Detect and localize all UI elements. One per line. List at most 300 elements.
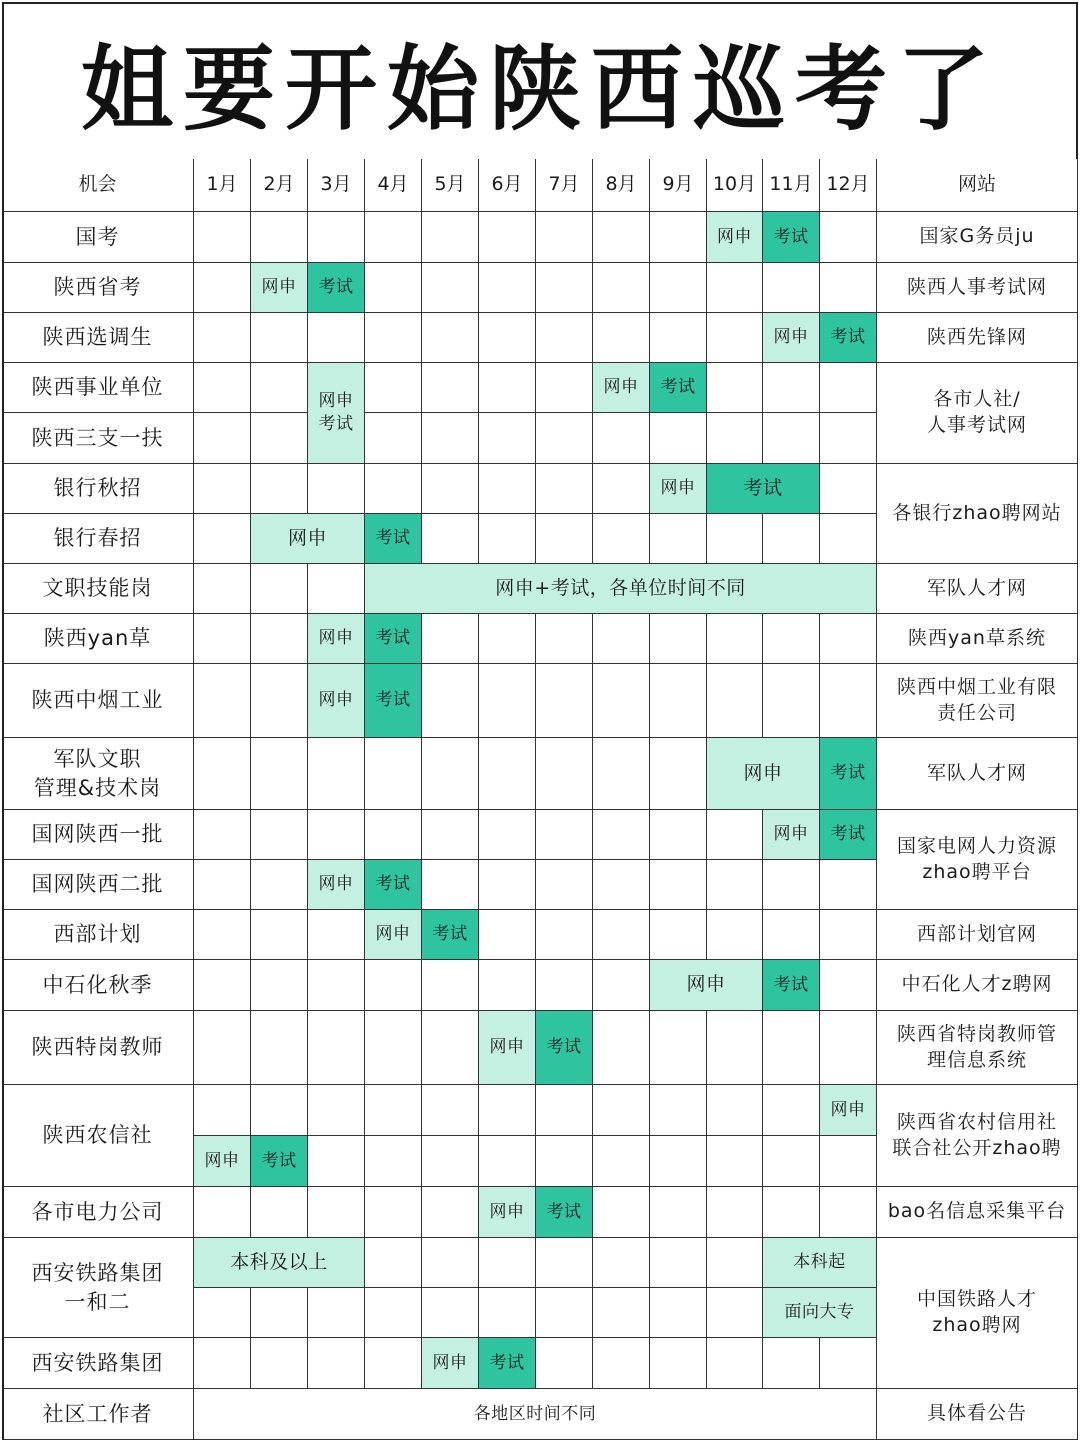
grid-cell xyxy=(194,1288,251,1338)
apply-bar: 本科及以上 xyxy=(194,1238,365,1288)
grid-cell xyxy=(650,514,707,564)
grid-cell xyxy=(650,810,707,860)
grid-cell xyxy=(707,1011,763,1085)
row-name: 陕西事业单位 xyxy=(2,363,194,413)
grid-cell xyxy=(763,910,820,960)
grid-cell xyxy=(479,212,536,263)
grid-cell xyxy=(593,263,650,313)
grid-cell xyxy=(763,1085,820,1136)
grid-cell xyxy=(763,363,820,413)
grid-cell xyxy=(365,1238,422,1288)
grid-cell xyxy=(536,860,593,910)
grid-cell xyxy=(365,413,422,464)
header-month: 10月 xyxy=(707,159,763,212)
apply-bar: 本科起 xyxy=(763,1238,877,1288)
apply-bar: 网申 xyxy=(251,263,308,313)
grid-cell xyxy=(763,1338,820,1389)
grid-cell xyxy=(650,910,707,960)
grid-cell xyxy=(479,313,536,363)
exam-bar: 考试 xyxy=(820,313,877,363)
grid-cell xyxy=(707,664,763,738)
grid-cell xyxy=(707,910,763,960)
grid-cell xyxy=(308,1136,365,1187)
website-cell: 陕西先锋网 xyxy=(877,313,1078,363)
apply-bar: 网申 考试 xyxy=(308,363,365,464)
website-cell: 军队人才网 xyxy=(877,738,1078,810)
grid-cell xyxy=(194,614,251,664)
grid-cell xyxy=(707,1136,763,1187)
grid-cell xyxy=(194,514,251,564)
website-cell: 中石化人才z聘网 xyxy=(877,960,1078,1011)
apply-bar: 各地区时间不同 xyxy=(194,1389,877,1440)
grid-cell xyxy=(593,1011,650,1085)
grid-cell xyxy=(820,664,877,738)
grid-cell xyxy=(763,1136,820,1187)
grid-cell xyxy=(707,413,763,464)
grid-cell xyxy=(536,614,593,664)
grid-cell xyxy=(650,263,707,313)
grid-cell xyxy=(763,413,820,464)
grid-cell xyxy=(820,1011,877,1085)
header-month: 8月 xyxy=(593,159,650,212)
apply-bar: 网申 xyxy=(479,1011,536,1085)
grid-cell xyxy=(536,413,593,464)
grid-cell xyxy=(308,1011,365,1085)
grid-cell xyxy=(536,810,593,860)
grid-cell xyxy=(536,1238,593,1288)
grid-cell xyxy=(479,1085,536,1136)
grid-cell xyxy=(593,1338,650,1389)
apply-bar: 网申 xyxy=(308,664,365,738)
grid-cell xyxy=(707,1238,763,1288)
row-name: 社区工作者 xyxy=(2,1389,194,1440)
grid-cell xyxy=(707,1085,763,1136)
grid-cell xyxy=(251,910,308,960)
row-name: 陕西农信社 xyxy=(2,1085,194,1187)
grid-cell xyxy=(194,810,251,860)
grid-cell xyxy=(593,413,650,464)
grid-cell xyxy=(194,313,251,363)
website-cell: bao名信息采集平台 xyxy=(877,1187,1078,1238)
grid-cell xyxy=(650,413,707,464)
grid-cell xyxy=(536,1136,593,1187)
header-month: 6月 xyxy=(479,159,536,212)
header-opportunity: 机会 xyxy=(2,159,194,212)
grid-cell xyxy=(707,1338,763,1389)
grid-cell xyxy=(479,910,536,960)
grid-cell xyxy=(479,464,536,514)
grid-cell xyxy=(251,564,308,614)
grid-cell xyxy=(422,1288,479,1338)
grid-cell xyxy=(194,1085,251,1136)
exam-bar: 考试 xyxy=(536,1187,593,1238)
grid-cell xyxy=(422,1187,479,1238)
grid-cell xyxy=(820,1136,877,1187)
website-cell: 陕西中烟工业有限 责任公司 xyxy=(877,664,1078,738)
grid-cell xyxy=(479,363,536,413)
grid-cell xyxy=(479,664,536,738)
grid-cell xyxy=(707,514,763,564)
row-name: 陕西中烟工业 xyxy=(2,664,194,738)
grid-cell xyxy=(650,1187,707,1238)
grid-cell xyxy=(194,910,251,960)
exam-bar: 考试 xyxy=(365,514,422,564)
row-name: 银行秋招 xyxy=(2,464,194,514)
grid-cell xyxy=(308,313,365,363)
row-name: 西安铁路集团 xyxy=(2,1338,194,1389)
grid-cell xyxy=(251,1288,308,1338)
apply-bar: 网申 xyxy=(650,960,763,1011)
apply-bar: 网申 xyxy=(422,1338,479,1389)
grid-cell xyxy=(251,738,308,810)
grid-cell xyxy=(820,514,877,564)
grid-cell xyxy=(194,363,251,413)
grid-cell xyxy=(251,614,308,664)
grid-cell xyxy=(593,960,650,1011)
grid-cell xyxy=(251,860,308,910)
grid-cell xyxy=(422,464,479,514)
apply-bar: 面向大专 xyxy=(763,1288,877,1338)
grid-cell xyxy=(650,1011,707,1085)
grid-cell xyxy=(422,664,479,738)
grid-cell xyxy=(479,860,536,910)
grid-cell xyxy=(820,860,877,910)
grid-cell xyxy=(194,1338,251,1389)
grid-cell xyxy=(422,313,479,363)
website-cell: 军队人才网 xyxy=(877,564,1078,614)
grid-cell xyxy=(251,1011,308,1085)
grid-cell xyxy=(536,313,593,363)
website-cell: 陕西yan草系统 xyxy=(877,614,1078,664)
grid-cell xyxy=(194,1187,251,1238)
grid-cell xyxy=(308,738,365,810)
exam-bar: 考试 xyxy=(422,910,479,960)
website-cell: 陕西省农村信用社 联合社公开zhao聘 xyxy=(877,1085,1078,1187)
exam-bar: 考试 xyxy=(365,860,422,910)
grid-cell xyxy=(820,614,877,664)
grid-cell xyxy=(763,614,820,664)
grid-cell xyxy=(251,664,308,738)
header-month: 5月 xyxy=(422,159,479,212)
grid-cell xyxy=(194,860,251,910)
row-name: 陕西选调生 xyxy=(2,313,194,363)
grid-cell xyxy=(422,1136,479,1187)
grid-cell xyxy=(308,464,365,514)
header-website: 网站 xyxy=(877,159,1078,212)
apply-bar: 网申 xyxy=(820,1085,877,1136)
exam-bar: 考试 xyxy=(479,1338,536,1389)
grid-cell xyxy=(422,413,479,464)
grid-cell xyxy=(365,1338,422,1389)
page-title: 姐要开始陕西巡考了 xyxy=(2,2,1078,159)
grid-cell xyxy=(479,1238,536,1288)
grid-cell xyxy=(707,363,763,413)
grid-cell xyxy=(308,1085,365,1136)
grid-cell xyxy=(763,1011,820,1085)
grid-cell xyxy=(308,1288,365,1338)
grid-cell xyxy=(536,960,593,1011)
grid-cell xyxy=(650,1238,707,1288)
grid-cell xyxy=(365,363,422,413)
grid-cell xyxy=(365,1011,422,1085)
apply-bar: 网申 xyxy=(707,212,763,263)
grid-cell xyxy=(707,614,763,664)
grid-cell xyxy=(820,960,877,1011)
row-name: 银行春招 xyxy=(2,514,194,564)
grid-cell xyxy=(763,263,820,313)
grid-cell xyxy=(251,313,308,363)
grid-cell xyxy=(820,363,877,413)
grid-cell xyxy=(365,1136,422,1187)
website-cell: 陕西人事考试网 xyxy=(877,263,1078,313)
grid-cell xyxy=(650,738,707,810)
grid-cell xyxy=(251,413,308,464)
grid-cell xyxy=(763,514,820,564)
grid-cell xyxy=(650,313,707,363)
grid-cell xyxy=(308,212,365,263)
grid-cell xyxy=(820,1187,877,1238)
grid-cell xyxy=(308,960,365,1011)
row-name: 国网陕西二批 xyxy=(2,860,194,910)
grid-cell xyxy=(820,263,877,313)
grid-cell xyxy=(536,1288,593,1338)
grid-cell xyxy=(707,1187,763,1238)
grid-cell xyxy=(194,738,251,810)
grid-cell xyxy=(650,212,707,263)
grid-cell xyxy=(308,1338,365,1389)
grid-cell xyxy=(820,413,877,464)
grid-cell xyxy=(593,212,650,263)
website-cell: 中国铁路人才 zhao聘网 xyxy=(877,1238,1078,1389)
grid-cell xyxy=(536,363,593,413)
row-name: 国考 xyxy=(2,212,194,263)
grid-cell xyxy=(650,664,707,738)
website-cell: 国家电网人力资源 zhao聘平台 xyxy=(877,810,1078,910)
grid-cell xyxy=(763,860,820,910)
exam-bar: 考试 xyxy=(650,363,707,413)
apply-bar: 网申 xyxy=(365,910,422,960)
row-name: 中石化秋季 xyxy=(2,960,194,1011)
row-name: 西部计划 xyxy=(2,910,194,960)
grid-cell xyxy=(650,614,707,664)
grid-cell xyxy=(593,738,650,810)
grid-cell xyxy=(707,1288,763,1338)
website-cell: 西部计划官网 xyxy=(877,910,1078,960)
grid-cell xyxy=(763,664,820,738)
grid-cell xyxy=(479,810,536,860)
grid-cell xyxy=(650,1085,707,1136)
grid-cell xyxy=(820,212,877,263)
grid-cell xyxy=(251,1338,308,1389)
website-cell: 陕西省特岗教师管 理信息系统 xyxy=(877,1011,1078,1085)
grid-cell xyxy=(593,1187,650,1238)
website-cell: 具体看公告 xyxy=(877,1389,1078,1440)
website-cell: 国家G务员ju xyxy=(877,212,1078,263)
exam-bar: 考试 xyxy=(763,212,820,263)
grid-cell xyxy=(479,614,536,664)
row-name: 西安铁路集团 一和二 xyxy=(2,1238,194,1338)
apply-bar: 网申 xyxy=(650,464,707,514)
grid-cell xyxy=(593,1085,650,1136)
grid-cell xyxy=(422,738,479,810)
grid-cell xyxy=(194,212,251,263)
row-name: 陕西特岗教师 xyxy=(2,1011,194,1085)
grid-cell xyxy=(365,464,422,514)
grid-cell xyxy=(479,514,536,564)
grid-cell xyxy=(479,738,536,810)
row-name: 各市电力公司 xyxy=(2,1187,194,1238)
row-name: 军队文职 管理&技术岗 xyxy=(2,738,194,810)
grid-cell xyxy=(422,810,479,860)
grid-cell xyxy=(365,810,422,860)
grid-cell xyxy=(308,1187,365,1238)
row-name: 陕西yan草 xyxy=(2,614,194,664)
grid-cell xyxy=(422,1238,479,1288)
grid-cell xyxy=(365,1288,422,1338)
header-month: 4月 xyxy=(365,159,422,212)
grid-cell xyxy=(251,810,308,860)
row-name: 国网陕西一批 xyxy=(2,810,194,860)
grid-cell xyxy=(536,664,593,738)
row-name: 陕西三支一扶 xyxy=(2,413,194,464)
exam-bar: 考试 xyxy=(820,810,877,860)
header-month: 1月 xyxy=(194,159,251,212)
grid-cell xyxy=(536,263,593,313)
grid-cell xyxy=(422,860,479,910)
grid-cell xyxy=(593,1238,650,1288)
grid-cell xyxy=(251,1085,308,1136)
grid-cell xyxy=(422,514,479,564)
grid-cell xyxy=(593,1288,650,1338)
grid-cell xyxy=(251,464,308,514)
exam-bar: 考试 xyxy=(536,1011,593,1085)
grid-cell xyxy=(536,212,593,263)
grid-cell xyxy=(707,313,763,363)
grid-cell xyxy=(479,413,536,464)
grid-cell xyxy=(479,263,536,313)
header-month: 11月 xyxy=(763,159,820,212)
grid-cell xyxy=(593,464,650,514)
grid-cell xyxy=(707,860,763,910)
apply-bar: 网申+考试，各单位时间不同 xyxy=(365,564,877,614)
grid-cell xyxy=(820,910,877,960)
exam-bar: 考试 xyxy=(251,1136,308,1187)
grid-cell xyxy=(251,1187,308,1238)
grid-cell xyxy=(194,564,251,614)
header-month: 2月 xyxy=(251,159,308,212)
exam-bar: 考试 xyxy=(365,614,422,664)
row-name: 陕西省考 xyxy=(2,263,194,313)
grid-cell xyxy=(365,738,422,810)
grid-cell xyxy=(422,212,479,263)
grid-cell xyxy=(593,860,650,910)
grid-cell xyxy=(194,464,251,514)
website-cell: 各银行zhao聘网站 xyxy=(877,464,1078,564)
grid-cell xyxy=(593,313,650,363)
grid-cell xyxy=(194,960,251,1011)
grid-cell xyxy=(593,810,650,860)
exam-bar: 考试 xyxy=(365,664,422,738)
apply-bar: 网申 xyxy=(763,313,820,363)
grid-cell xyxy=(593,910,650,960)
grid-cell xyxy=(650,1136,707,1187)
apply-bar: 网申 xyxy=(194,1136,251,1187)
grid-cell xyxy=(251,212,308,263)
grid-cell xyxy=(422,614,479,664)
grid-cell xyxy=(536,1338,593,1389)
grid-cell xyxy=(251,363,308,413)
grid-cell xyxy=(479,1288,536,1338)
grid-cell xyxy=(593,614,650,664)
grid-cell xyxy=(536,464,593,514)
grid-cell xyxy=(536,910,593,960)
grid-cell xyxy=(365,313,422,363)
grid-cell xyxy=(365,212,422,263)
header-month: 7月 xyxy=(536,159,593,212)
grid-cell xyxy=(593,514,650,564)
grid-cell xyxy=(593,664,650,738)
grid-cell xyxy=(251,960,308,1011)
apply-bar: 网申 xyxy=(763,810,820,860)
grid-cell xyxy=(422,363,479,413)
grid-cell xyxy=(422,1011,479,1085)
grid-cell xyxy=(593,1136,650,1187)
apply-bar: 网申 xyxy=(308,614,365,664)
grid-cell xyxy=(650,860,707,910)
exam-bar: 考试 xyxy=(308,263,365,313)
grid-cell xyxy=(820,464,877,514)
exam-bar: 考试 xyxy=(707,464,820,514)
grid-cell xyxy=(422,960,479,1011)
apply-bar: 网申 xyxy=(308,860,365,910)
grid-cell xyxy=(536,1085,593,1136)
header-month: 12月 xyxy=(820,159,877,212)
grid-cell xyxy=(194,413,251,464)
grid-cell xyxy=(707,263,763,313)
grid-cell xyxy=(536,514,593,564)
apply-bar: 网申 xyxy=(479,1187,536,1238)
grid-cell xyxy=(536,738,593,810)
apply-bar: 网申 xyxy=(593,363,650,413)
apply-bar: 网申 xyxy=(707,738,820,810)
header-month: 3月 xyxy=(308,159,365,212)
grid-cell xyxy=(479,1136,536,1187)
grid-cell xyxy=(308,910,365,960)
grid-cell xyxy=(308,810,365,860)
grid-cell xyxy=(763,1187,820,1238)
apply-bar: 网申 xyxy=(251,514,365,564)
grid-cell xyxy=(422,263,479,313)
grid-cell xyxy=(820,1338,877,1389)
grid-cell xyxy=(365,960,422,1011)
header-month: 9月 xyxy=(650,159,707,212)
grid-cell xyxy=(650,1288,707,1338)
exam-bar: 考试 xyxy=(763,960,820,1011)
grid-cell xyxy=(308,564,365,614)
website-cell: 各市人社/ 人事考试网 xyxy=(877,363,1078,464)
grid-cell xyxy=(365,1085,422,1136)
grid-cell xyxy=(707,810,763,860)
grid-cell xyxy=(479,960,536,1011)
grid-cell xyxy=(194,664,251,738)
grid-cell xyxy=(422,1085,479,1136)
grid-cell xyxy=(650,1338,707,1389)
grid-cell xyxy=(365,263,422,313)
grid-cell xyxy=(194,1011,251,1085)
grid-cell xyxy=(365,1187,422,1238)
exam-bar: 考试 xyxy=(820,738,877,810)
grid-cell xyxy=(194,263,251,313)
